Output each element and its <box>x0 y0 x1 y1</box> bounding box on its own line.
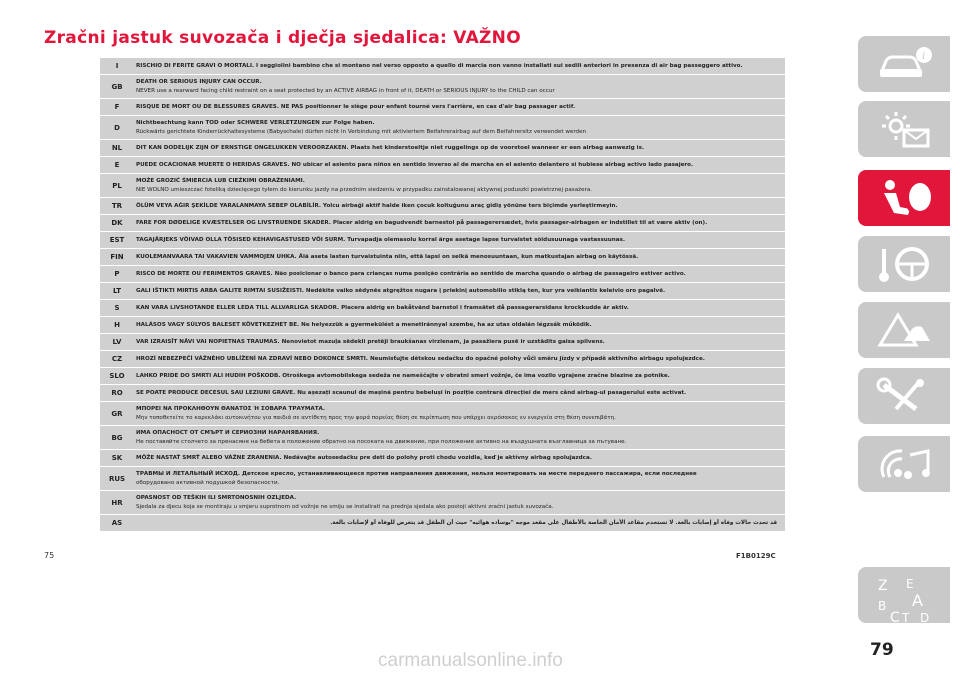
table-row <box>100 174 785 198</box>
svg-text:D: D <box>920 611 930 624</box>
warning-line-1: KAN VARA LIVSHOTANDE ELLER LEDA TILL ALLVARLIGA SKADOR. Placera aldrig en bakåtvänd barnstol i framsätet då passagerarsidans krockkudde är aktiv. <box>136 304 629 311</box>
svg-text:i: i <box>922 51 926 62</box>
warning-line-1: ΜΠΟΡΕΙ ΝΑ ΠΡΟΚΛΗΘΟΥΝ ΘΑΝΑΤΟΣ Ή ΣΟΒΑΡΑ ΤΡΑΥΜΑΤΑ. <box>136 405 326 412</box>
warning-text <box>134 389 785 398</box>
svg-text:Z: Z <box>878 578 888 594</box>
warning-line-1: RISQUE DE MORT OU DE BLESSURES GRAVES. NE PAS positionner le siège pour enfant tourné vers l'arrière, en cas d'air bag passager actif. <box>136 103 576 110</box>
roadside-emergency-icon <box>876 311 934 349</box>
warning-text <box>134 270 785 279</box>
warning-line-1: OPASNOST OD TEŠKIH ILI SMRTONOSNIH OZLJEDA. <box>136 494 297 501</box>
language-code: GB <box>111 82 123 91</box>
table-row <box>100 249 785 266</box>
warning-line-1: KUOLEMANVAARA TAI VAKAVIEN VAMMOJEN UHKA. Älä aseta lasten turvaistuinta niin, että lapsi on selkä menosuuntaan, kun matkustajan airbag on käytössä. <box>136 253 639 260</box>
warning-text <box>134 372 785 381</box>
warning-line-1: PUEDE OCACIONAR MUERTE O HERIDAS GRAVES. NO ubicar el asiento para niños en sentido inverso al de marcha en el asiento delantero si hubiese airbag activo lado pasajero. <box>136 161 694 168</box>
warning-line-1: ÖLÜM VEYA AĞIR ŞEKİLDE YARALANMAYA SEBEP OLABİLİR. Yolcu airbaği aktif halde iken çocuk koltuğunu araç gidiş yönüne ters biçimde yerleştirmeyin. <box>136 202 618 209</box>
warning-line-1: MOŻE GROZIĆ ŚMIERCIA LUB CIEŻKIMI OBRAŻENIAMI. <box>136 177 305 184</box>
warning-line-1: MÔŽE NASTAŤ SMRŤ ALEBO VÁŽNE ZRANENIA. Nedávajte autosedačku pre deti do polohy proti chodu vozidla, keď je aktívny airbag spolujazdca. <box>136 454 592 461</box>
language-code: DK <box>111 219 123 227</box>
warning-text <box>134 177 785 195</box>
warning-line-1: VAR IZRAISĪT NĀVI VAI NOPIETNAS TRAUMAS. Nenovietot mazuļa sēdekli pretēji braukšanas virzienam, ja pasažiera pusē ir uzstādīts gaisa spilvens. <box>136 338 605 345</box>
figure-code: F1B0129C <box>736 552 776 560</box>
language-code: RUS <box>108 474 126 483</box>
warning-line-2: Rückwärts gerichtete Kinderrückhaltesysteme (Babyschale) dürfen nicht in Verbindung mit aktiviertem Beifahrerairbag auf dem Beifahrersitz verwendet werden <box>136 128 587 135</box>
table-row <box>100 215 785 232</box>
language-code: RO <box>111 389 123 397</box>
language-code: BG <box>111 433 123 442</box>
page-number: 79 <box>870 640 894 660</box>
warning-line-1: ТРАВМЫ И ЛЕТАЛЬНЫЙ ИСХОД. Детское кресло, устанавливающееся против направления движения, нельзя монтировать на месте переднего пассажира, если последнее <box>136 470 697 477</box>
warning-line-1: Nichtbeachtung kann TOD oder SCHWERE VERLETZUNGEN zur Folge haben. <box>136 119 375 126</box>
warning-text <box>134 253 785 262</box>
warning-text <box>134 144 785 153</box>
table-row <box>100 58 785 75</box>
index-alphabet-icon <box>876 576 934 624</box>
warning-text <box>134 338 785 347</box>
warning-text <box>134 219 785 228</box>
tab-emergency[interactable] <box>858 302 950 358</box>
warning-text <box>134 287 785 296</box>
warning-text <box>134 321 785 330</box>
language-code: LT <box>112 287 122 295</box>
svg-text:C: C <box>890 610 900 624</box>
table-row <box>100 198 785 215</box>
warning-text <box>134 519 785 528</box>
warning-text <box>134 429 785 447</box>
table-row <box>100 467 785 491</box>
warning-line-2: NIE WOLNO umieszczać foteliką dziecięcego tyłem do kierunku jazdy na przednim siedzeniu w przypadku zainstalowanej aktywnej poduszki powietrznej pasażera. <box>136 186 593 193</box>
language-code: CZ <box>111 355 123 363</box>
table-row <box>100 317 785 334</box>
tab-warning-lights[interactable] <box>858 101 950 157</box>
language-code: AS <box>111 519 123 527</box>
warning-text <box>134 119 785 137</box>
tab-maintenance[interactable] <box>858 368 950 424</box>
warning-text <box>134 103 785 112</box>
table-row <box>100 116 785 140</box>
warning-line-1: HROZÍ NEBEZPEČÍ VÁŽNÉHO UBLÍŽENÍ NA ZDRAVÍ NEBO DOKONCE SMRTI. Neumisťujte dětskou sedačku do opačné polohy vůči směru jízdy v případě aktivního airbagu spolujezdce. <box>136 355 705 362</box>
page-title: Zračni jastuk suvozača i dječja sjedalica: VAŽNO <box>44 28 521 48</box>
table-row <box>100 351 785 368</box>
language-code: S <box>114 304 120 312</box>
warning-text <box>134 161 785 170</box>
language-code: GR <box>111 409 123 418</box>
warning-line-1: RISCHIO DI FERITE GRAVI O MORTALI. I seggiolini bambino che si montano nel verso opposto a quello di marcia non vanno installati sui sedili anteriori in presenza di air bag passeggero attivo. <box>136 62 743 69</box>
table-row <box>100 450 785 467</box>
table-row <box>100 99 785 116</box>
warning-line-1: ИМА ОПАСНОСТ ОТ СМЪРТ И СЕРИОЗНИ НАРАНЯВАНИЯ. <box>136 429 320 436</box>
language-code: NL <box>111 144 123 152</box>
table-row <box>100 426 785 450</box>
warning-line-2: Не поставяйте столчето за пренасяне на бебета в положение обратно на посоката на движение, при положение активно на въздушната възглавница за пътуване. <box>136 438 627 445</box>
warning-text <box>134 470 785 488</box>
warning-line-2: оборудовано активной подушкой безопасности. <box>136 479 280 486</box>
warning-line-1: DIT KAN DODELIJK ZIJN OF ERNSTIGE ONGELUKKEN VEROORZAKEN. Plaats het kinderstoeltje niet ruggelings op de voorstoel wanneer er een airbag aanwezig is. <box>136 144 645 151</box>
steering-wheel-key-icon <box>876 245 934 283</box>
language-code: PL <box>112 181 122 190</box>
warning-line-1: TAGAJÄRJEKS VÕIVAD OLLA TÕSISED KEHAVIGASTUSED VÕI SURM. Turvapadja olemasolu korral ärge asetage lapse turvaistet sõidusuunaga vastassuunas. <box>136 236 625 243</box>
language-code: I <box>115 62 119 70</box>
warning-line-1: HALÁSOS VAGY SÚLYOS BALESET KÖVETKEZHET BE. Ne helyezzük a gyermekülést a menetiránnyal szembe, ha az utas oldalán légzsák működik. <box>136 321 592 328</box>
language-code: SK <box>111 454 123 462</box>
car-info-icon <box>876 45 934 83</box>
warning-text <box>134 62 785 71</box>
language-code: D <box>114 123 120 132</box>
table-row <box>100 515 785 532</box>
table-row <box>100 300 785 317</box>
svg-text:B: B <box>878 599 887 613</box>
warning-text <box>134 355 785 364</box>
warning-line-2: Μην τοποθετείτε το καρεκλάκι αυτοκινήτου για παιδιά σε αντίθετη προς την φορά πορείας θέση σε περίπτωση που υπάρχει αερόσακος εν ενεργεία στη θέση συνεπιβάτη. <box>136 414 616 421</box>
watermark: carmanualsonline.info <box>378 650 563 671</box>
table-row <box>100 75 785 99</box>
language-code: EST <box>109 236 125 244</box>
table-row <box>100 140 785 157</box>
airbag-seat-icon <box>876 179 934 217</box>
tab-index[interactable] <box>858 567 950 623</box>
table-row <box>100 385 785 402</box>
warning-line-2: NEVER use a rearward facing child restraint on a seat protected by an ACTIVE AIRBAG in front of it, DEATH or SERIOUS INJURY to the CHILD can occur <box>136 87 555 94</box>
table-row <box>100 266 785 283</box>
table-row <box>100 334 785 351</box>
language-code: LV <box>112 338 122 346</box>
warning-table <box>100 58 785 532</box>
maintenance-tools-icon <box>876 377 934 415</box>
svg-text:A: A <box>912 591 923 610</box>
language-code: FIN <box>110 253 124 261</box>
multimedia-icon <box>876 445 934 483</box>
language-code: H <box>114 321 120 329</box>
language-code: E <box>114 161 120 169</box>
table-row <box>100 283 785 300</box>
warning-text <box>134 494 785 512</box>
warning-line-2: Sjedala za djecu koja se montiraju u smjeru suprotnom od vožnje ne smiju se instalirati na prednja sjedala ako postoji aktivni zračni jastuk suvozača. <box>136 503 554 510</box>
warning-lights-icon <box>876 110 934 148</box>
language-code: SLO <box>109 372 125 380</box>
svg-text:T: T <box>902 611 910 624</box>
warning-line-1: FARE FOR DØDELIGE KVÆSTELSER OG LIVSTRUENDE SKADER. Placer aldrig en bagudvendt barnestol på passagerersædet, hvis passager-airbagen er indstillet til at være aktiv (on). <box>136 219 708 226</box>
warning-line-1: DEATH OR SERIOUS INJURY CAN OCCUR. <box>136 78 262 85</box>
warning-text <box>134 405 785 423</box>
tab-starting-driving[interactable] <box>858 236 950 292</box>
warning-text <box>134 304 785 313</box>
warning-line-1: GALI IŠTIKTI MIRTIS ARBA GALITE RIMTAI SUSIŽEISTI. Nedėkite vaiko sėdynės atgręžtos nugara į priekinį automobilio stiklą ten, kur yra veikiantis keleivio oro pagalvė. <box>136 287 666 294</box>
warning-line-1: LAHKO PRIDE DO SMRTI ALI HUDIH POŠKODB. Otroškega avtomobilskega sedeža ne nameščajte v obratni smeri vožnje, če ima vozilo vgrajene zračne blazine za potnike. <box>136 372 670 379</box>
language-code: P <box>114 270 120 278</box>
page-marker: 75 <box>44 551 55 560</box>
table-row <box>100 402 785 426</box>
tab-safety[interactable] <box>858 170 950 226</box>
warning-line-1: RISCO DE MORTE OU FERIMENTOS GRAVES. Não posicionar o banco para crianças numa posição contrária ao sentido de marcha quando o airbag de passageiro estiver activo. <box>136 270 686 277</box>
table-row <box>100 491 785 515</box>
warning-line-1: قد تحدث حالات وفاة أو إصابات بالغة. لا تستخدم مقاعد الأمان الخاصة بالأطفال على مقعد موجه "بوساده هوائيه" حيث أن الطفل قد يتعرض للوفاة أو لإصابات بالغة. <box>330 519 777 526</box>
language-code: HR <box>111 498 123 507</box>
table-row <box>100 232 785 249</box>
warning-text <box>134 202 785 211</box>
language-code: TR <box>111 202 123 210</box>
language-code: F <box>114 103 120 111</box>
warning-text <box>134 236 785 245</box>
svg-text:E: E <box>906 577 914 591</box>
warning-line-1: SE POATE PRODUCE DECESUL SAU LEZIUNI GRAVE. Nu așezați scaunul de mașină pentru bebeluși în poziție contrară direcției de mers când airbag-ul pasagerului este activat. <box>136 389 687 396</box>
tab-multimedia[interactable] <box>858 436 950 492</box>
tab-car-info[interactable] <box>858 36 950 92</box>
table-row <box>100 368 785 385</box>
table-row <box>100 157 785 174</box>
warning-text <box>134 78 785 96</box>
warning-text <box>134 454 785 463</box>
